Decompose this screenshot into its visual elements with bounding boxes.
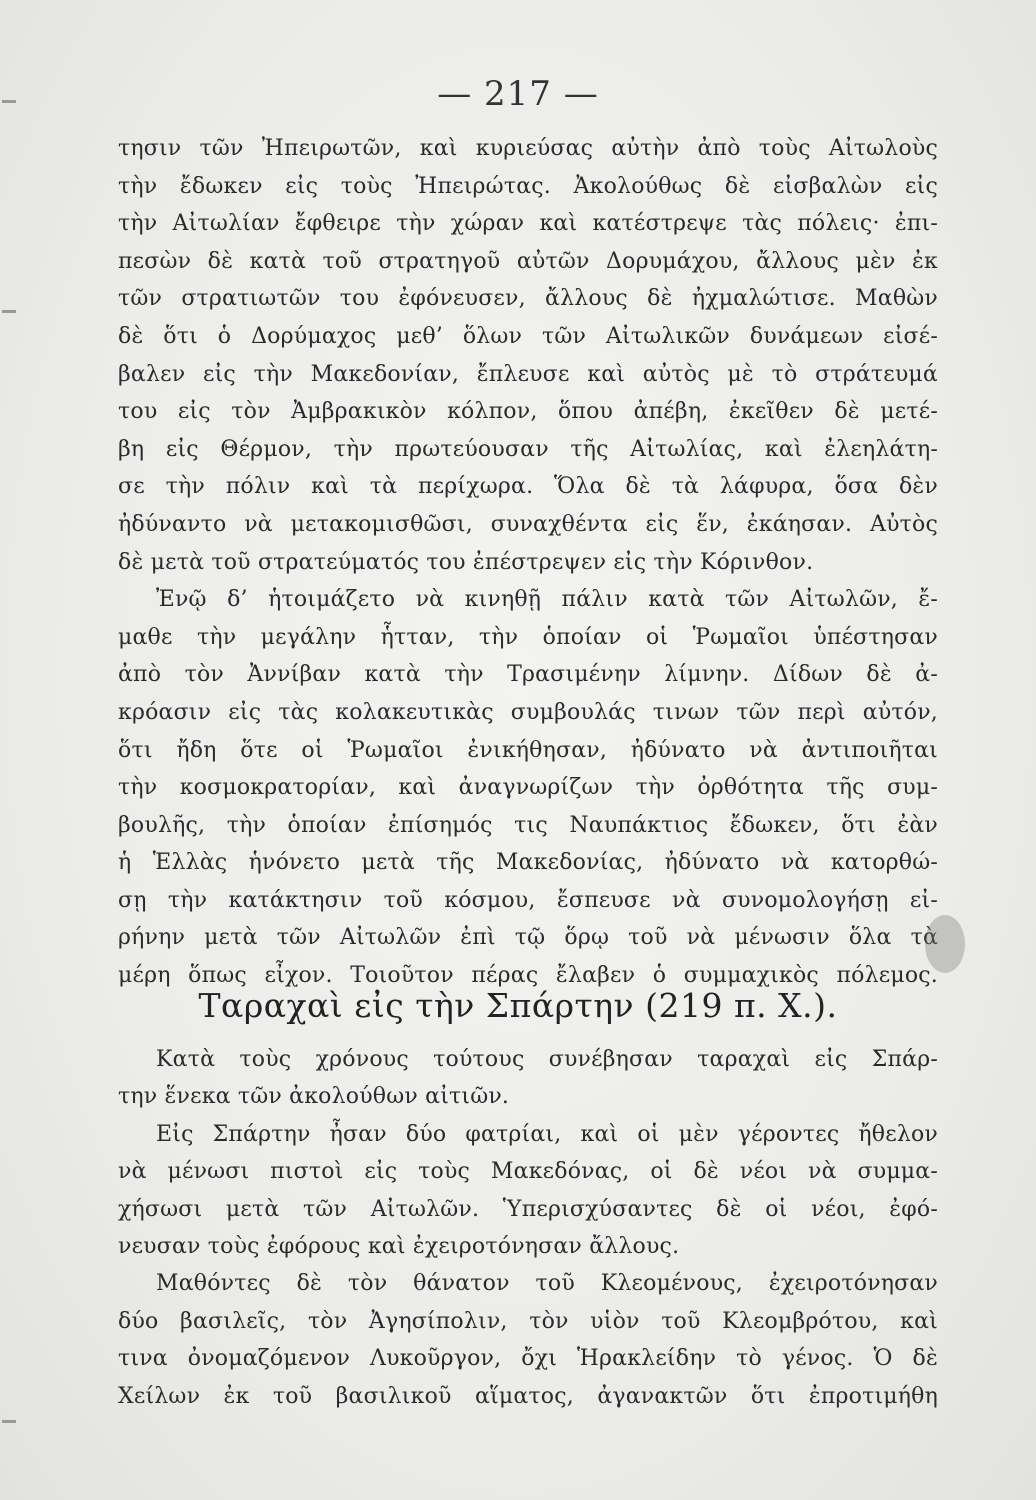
text-line: την ἕνεκα τῶν ἀκολούθων αἰτιῶν.: [118, 1084, 510, 1110]
text-line: βαλεν εἰς τὴν Μακεδονίαν, ἔπλευσε καὶ αὐτὸς μὲ τὸ στράτευμά: [118, 361, 938, 387]
text-line: τὴν ἔδωκεν εἰς τοὺς Ἠπειρώτας. Ἀκολούθως δὲ εἰσβαλὼν εἰς: [118, 173, 938, 199]
edge-mark: [2, 310, 16, 313]
text-line: τὴν Αἰτωλίαν ἔφθειρε τὴν χώραν καὶ κατέστρεψε τὰς πόλεις· ἐπι-: [118, 211, 938, 237]
text-line: ἀπὸ τὸν Ἀννίβαν κατὰ τὴν Τρασιμένην λίμνην. Δίδων δὲ ἀ-: [118, 662, 938, 688]
text-line: σε τὴν πόλιν καὶ τὰ περίχωρα. Ὅλα δὲ τὰ λάφυρα, ὅσα δὲν: [118, 474, 938, 500]
text-line: Μαθόντες δὲ τὸν θάνατον τοῦ Κλεομένους, ἐχειροτόνησαν: [156, 1271, 938, 1297]
text-line: νὰ μένωσι πιστοὶ εἰς τοὺς Μακεδόνας, οἱ δὲ νέοι νὰ συμμα-: [118, 1159, 938, 1185]
text-line: βουλῆς, τὴν ὁποίαν ἐπίσημός τις Ναυπάκτιος ἔδωκεν, ὅτι ἐὰν: [118, 812, 938, 838]
text-line: νευσαν τοὺς ἐφόρους καὶ ἐχειροτόνησαν ἄλλους.: [118, 1233, 680, 1259]
text-line: τὴν κοσμοκρατορίαν, καὶ ἀναγνωρίζων τὴν ὀρθότητα τῆς συμ-: [118, 775, 938, 801]
text-line: τησιν τῶν Ἠπειρωτῶν, καὶ κυριεύσας αὐτὴν ἀπὸ τοὺς Αἰτωλοὺς: [118, 136, 938, 161]
text-line: Χείλων ἐκ τοῦ βασιλικοῦ αἵματος, ἀγανακτῶν ὅτι ἐπροτιμήθη: [118, 1383, 938, 1409]
ink-stain: [925, 915, 965, 973]
text-line: κρόασιν εἰς τὰς κολακευτικὰς συμβουλάς τινων τῶν περὶ αὐτόν,: [118, 699, 938, 725]
text-line: Ἐνῷ δ’ ἡτοιμάζετο νὰ κινηθῇ πάλιν κατὰ τῶν Αἰτωλῶν, ἔ-: [156, 587, 938, 613]
text-line: σῃ τὴν κατάκτησιν τοῦ κόσμου, ἔσπευσε νὰ συνομολογήσῃ εἰ-: [118, 887, 938, 913]
text-line: του εἰς τὸν Ἀμβρακικὸν κόλπον, ὅπου ἀπέβη, ἐκεῖθεν δὲ μετέ-: [118, 399, 938, 425]
text-line: βη εἰς Θέρμον, τὴν πρωτεύουσαν τῆς Αἰτωλίας, καὶ ἐλεηλάτη-: [118, 436, 938, 462]
text-line: δὲ μετὰ τοῦ στρατεύματός του ἐπέστρεψεν εἰς τὴν Κόρινθον.: [118, 549, 814, 575]
text-line: Εἰς Σπάρτην ἦσαν δύο φατρίαι, καὶ οἱ μὲν γέροντες ἤθελον: [156, 1121, 938, 1147]
text-line: ἠδύναντο νὰ μετακομισθῶσι, συναχθέντα εἰς ἕν, ἐκάησαν. Αὐτὸς: [118, 511, 938, 537]
edge-mark: [2, 1420, 16, 1423]
text-line: τινα ὀνομαζόμενον Λυκοῦργον, ὄχι Ἡρακλείδην τὸ γένος. Ὁ δὲ: [118, 1346, 938, 1372]
body-text-bottom: [118, 1041, 938, 1415]
text-line: μαθε τὴν μεγάλην ἧτταν, τὴν ὁποίαν οἱ Ῥωμαῖοι ὑπέστησαν: [118, 624, 938, 650]
page-number: — 217 —: [437, 74, 599, 114]
text-line: χήσωσι μετὰ τῶν Αἰτωλῶν. Ὑπερισχύσαντες δὲ οἱ νέοι, ἐφό-: [118, 1196, 938, 1222]
text-line: δύο βασιλεῖς, τὸν Ἀγησίπολιν, τὸν υἱὸν τοῦ Κλεομβρότου, καὶ: [118, 1308, 938, 1334]
text-line: Κατὰ τοὺς χρόνους τούτους συνέβησαν ταραχαὶ εἰς Σπάρ-: [156, 1047, 938, 1072]
text-line: ὅτι ἤδη ὅτε οἱ Ῥωμαῖοι ἐνικήθησαν, ἠδύνατο νὰ ἀντιποιῆται: [118, 737, 938, 763]
text-line: τῶν στρατιωτῶν του ἐφόνευσεν, ἄλλους δὲ ἠχμαλώτισε. Μαθὼν: [118, 286, 938, 312]
text-line: μέρη ὅπως εἶχον. Τοιοῦτον πέρας ἔλαβεν ὁ συμμαχικὸς πόλεμος.: [118, 963, 938, 989]
text-line: πεσὼν δὲ κατὰ τοῦ στρατηγοῦ αὐτῶν Δορυμάχου, ἄλλους μὲν ἐκ: [118, 248, 938, 274]
text-line: ἡ Ἑλλὰς ἡνόνετο μετὰ τῆς Μακεδονίας, ἠδύνατο νὰ κατορθώ-: [118, 850, 938, 876]
section-heading: Ταραχαὶ εἰς τὴν Σπάρτην (219 π. Χ.).: [198, 986, 838, 1025]
text-line: δὲ ὅτι ὁ Δορύμαχος μεθ’ ὅλων τῶν Αἰτωλικῶν δυνάμεων εἰσέ-: [118, 323, 938, 349]
text-line: ρήνην μετὰ τῶν Αἰτωλῶν ἐπὶ τῷ ὅρῳ τοῦ νὰ μένωσιν ὅλα τὰ: [118, 925, 938, 951]
body-text-top: [118, 130, 938, 995]
